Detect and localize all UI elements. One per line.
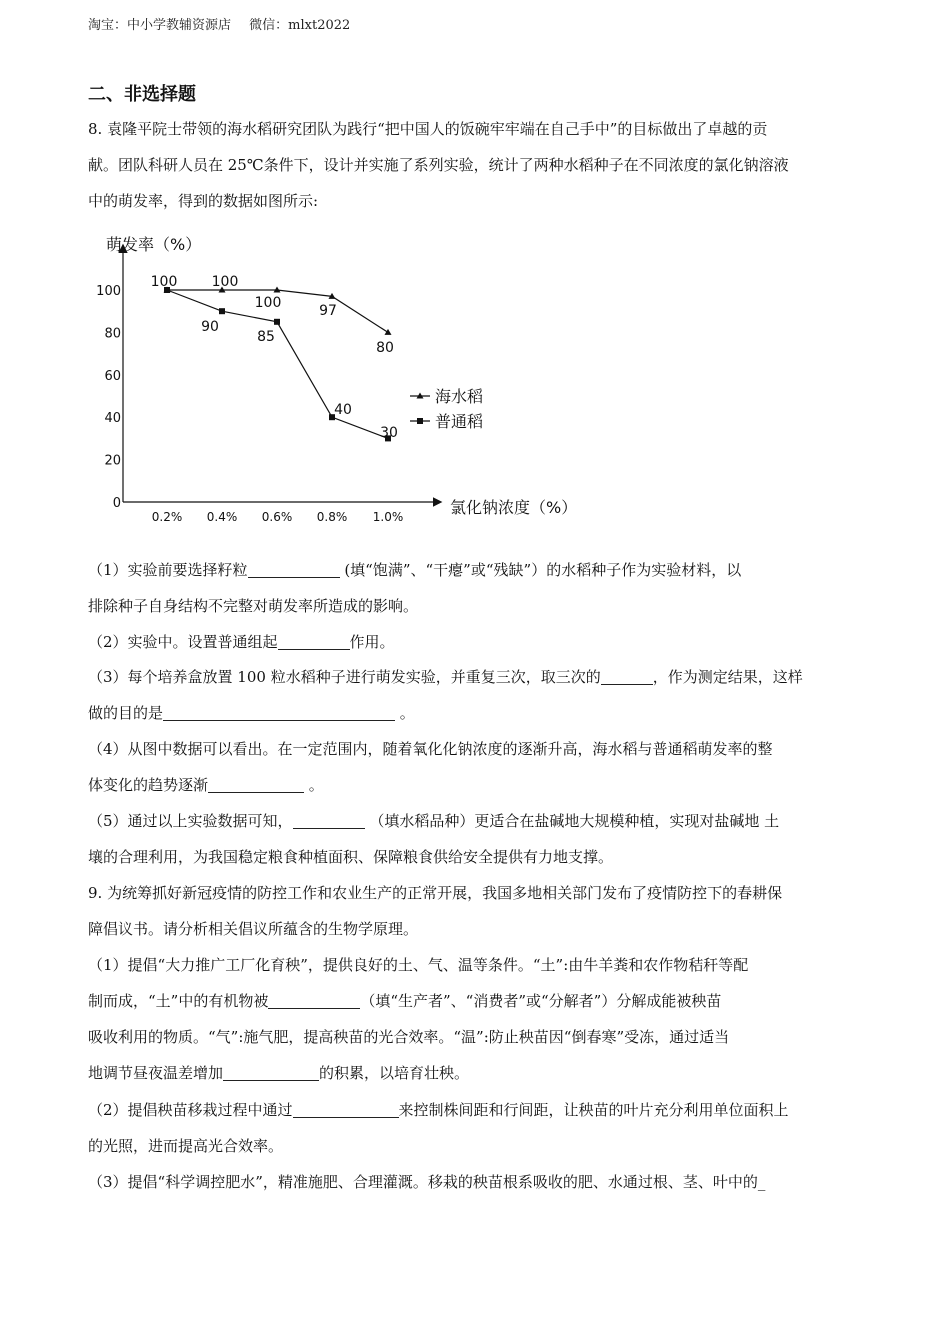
data-label: 100 xyxy=(150,274,178,290)
q9-p2-blank[interactable] xyxy=(293,1099,399,1118)
q8-p4-blank[interactable] xyxy=(208,774,304,793)
x-tick-label: 0.2% xyxy=(151,510,183,524)
page-header xyxy=(88,14,350,33)
series-line-putongdao xyxy=(167,290,388,438)
q9-p1-text-c: 地调节昼夜温差增加 xyxy=(88,1064,224,1082)
q8-part5 xyxy=(88,803,868,875)
q9-p1-line3: 吸收利用的物质。“气”:施气肥，提高秧苗的光合效率。“温”:防止秧苗因“倒春寒”受冻，通过适当 xyxy=(88,1028,730,1046)
y-tick-label: 80 xyxy=(104,326,121,342)
y-tick-label: 0 xyxy=(112,496,121,511)
y-tick-label: 20 xyxy=(104,453,121,469)
q8-p4-text-c: 。 xyxy=(308,776,324,794)
legend-square-icon xyxy=(417,418,423,424)
x-tick-label: 1.0% xyxy=(372,510,404,524)
q8-stem-line2: 献。团队科研人员在 25℃条件下，设计并实施了系列实验，统计了两种水稻种子在不同浓度的氯化钠溶液 xyxy=(88,156,789,174)
q8-p3-text-d: 。 xyxy=(399,704,415,722)
data-label: 30 xyxy=(380,425,398,441)
q8-stem-line1: 8. 袁隆平院士带领的海水稻研究团队为践行“把中国人的饭碗牢牢端在自己手中”的目标做出了卓越的贡 xyxy=(88,120,768,138)
q8-stem xyxy=(88,111,868,219)
data-label: 85 xyxy=(257,329,275,345)
q8-p2-text-b: 作用。 xyxy=(349,633,395,651)
x-tick-label: 0.8% xyxy=(316,510,348,524)
q9-p1-text-b: （填“生产者”、“消费者”或“分解者”）分解成能被秧苗 xyxy=(360,992,722,1010)
q8-p5-text-a: （5）通过以上实验数据可知， xyxy=(88,812,293,830)
q8-p3-text-c: 做的目的是 xyxy=(88,704,164,722)
data-label: 100 xyxy=(211,274,239,290)
data-label: 90 xyxy=(201,319,219,335)
q9-p1-text-a: 制而成，“土”中的有机物被 xyxy=(88,992,269,1010)
q8-p1-blank[interactable] xyxy=(248,559,340,578)
q8-stem-line3: 中的萌发率，得到的数据如图所示: xyxy=(88,192,319,210)
q9-stem-line2: 障倡议书。请分析相关倡议所蕴含的生物学原理。 xyxy=(88,920,419,938)
data-label: 80 xyxy=(376,340,394,356)
q9-part2 xyxy=(88,1092,868,1164)
q8-p2-text-a: （2）实验中。设置普通组起 xyxy=(88,633,278,651)
data-label: 97 xyxy=(319,303,337,319)
q9-p2-text-a: （2）提倡秧苗移栽过程中通过 xyxy=(88,1101,293,1119)
q9-stem xyxy=(88,875,868,947)
square-point xyxy=(274,319,280,325)
q9-p2-text-b: 来控制株间距和行间距，让秧苗的叶片充分利用单位面积上 xyxy=(398,1101,789,1119)
legend-label: 海水稻 xyxy=(435,387,484,406)
q8-p1-text-a: （1）实验前要选择籽粒 xyxy=(88,561,248,579)
q9-p1-blank1[interactable] xyxy=(268,990,360,1009)
data-label: 100 xyxy=(254,295,282,311)
q8-part3 xyxy=(88,659,868,731)
y-tick-label: 100 xyxy=(96,284,121,299)
q8-p3-text-a: （3）每个培养盒放置 100 粒水稻种子进行萌发实验，并重复三次，取三次的 xyxy=(88,668,601,686)
q9-part3 xyxy=(88,1164,868,1200)
q9-p1-blank2[interactable] xyxy=(223,1062,319,1081)
triangle-point xyxy=(385,329,392,335)
section-title: 二、非选择题 xyxy=(88,84,196,105)
q8-p4-text-b: 体变化的趋势逐渐 xyxy=(88,776,209,794)
q8-p3-blank1[interactable] xyxy=(601,666,653,685)
q9-p2-text-c: 的光照，进而提高光合效率。 xyxy=(88,1137,284,1155)
wechat-id: 微信：mlxt2022 xyxy=(249,18,351,33)
q8-p3-text-b: ，作为测定结果，这样 xyxy=(652,668,803,686)
q9-p1-text-d: 的积累，以培育壮秧。 xyxy=(319,1064,470,1082)
y-axis-label: 萌发率（%） xyxy=(106,235,202,254)
q8-part4 xyxy=(88,731,868,803)
q9-part1 xyxy=(88,947,868,1091)
q8-p4-text-a: （4）从图中数据可以看出。在一定范围内，随着氧化化钠浓度的逐渐升高，海水稻与普通稻萌发率的整 xyxy=(88,740,773,758)
germination-chart xyxy=(90,228,610,533)
legend-label: 普通稻 xyxy=(435,412,484,431)
q9-stem-line1: 9. 为统筹抓好新冠疫情的防控工作和农业生产的正常开展，我国多地相关部门发布了疫情防控下的春耕保 xyxy=(88,884,783,902)
data-label: 40 xyxy=(334,402,352,418)
q8-p3-blank2[interactable] xyxy=(163,702,395,721)
y-tick-label: 40 xyxy=(104,411,121,427)
q8-part2 xyxy=(88,624,868,660)
q8-p1-text-b: (填“饱满”、“干瘪”或“残缺”）的水稻种子作为实验材料，以 xyxy=(344,561,742,579)
q8-p2-blank[interactable] xyxy=(278,631,350,650)
x-tick-label: 0.4% xyxy=(206,510,238,524)
x-tick-label: 0.6% xyxy=(261,510,293,524)
shop-name: 淘宝：中小学教辅资源店 xyxy=(88,18,232,33)
q8-part1 xyxy=(88,552,868,624)
y-tick-label: 60 xyxy=(104,368,121,384)
q8-p1-text-c: 排除种子自身结构不完整对萌发率所造成的影响。 xyxy=(88,597,419,615)
square-point xyxy=(219,308,225,314)
q8-p5-blank[interactable] xyxy=(293,810,365,829)
q9-p3-text: （3）提倡“科学调控肥水”，精准施肥、合理灌溉。移栽的秧苗根系吸收的肥、水通过根、茎、叶中的_ xyxy=(88,1173,766,1191)
x-axis-label: 氯化钠浓度（%） xyxy=(450,498,578,517)
q8-p5-text-c: 壤的合理利用，为我国稳定粮食种植面积、保障粮食供给安全提供有力地支撑。 xyxy=(88,848,614,866)
q8-p5-text-b: （填水稻品种）更适合在盐碱地大规模种植，实现对盐碱地 土 xyxy=(369,812,780,830)
q9-p1-line1: （1）提倡“大力推广工厂化育秧”，提供良好的土、气、温等条件。“土”:由牛羊粪和农作物秸秆等配 xyxy=(88,956,749,974)
